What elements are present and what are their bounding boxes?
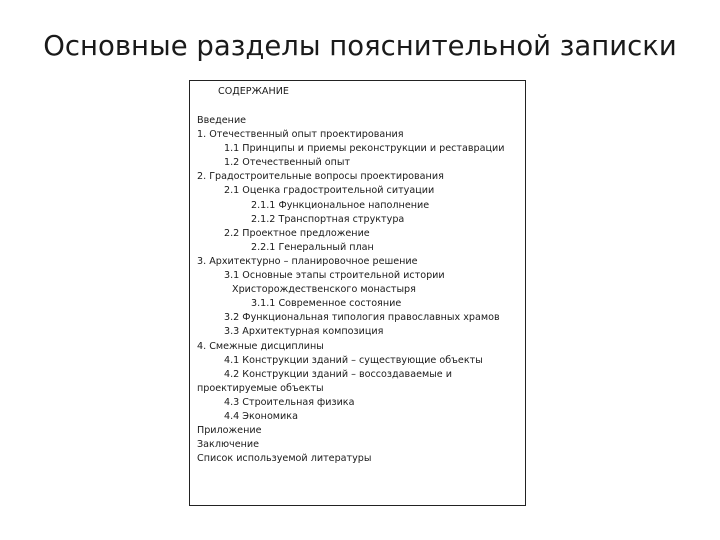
toc-entry: 4. Смежные дисциплины xyxy=(197,340,324,352)
toc-entry: проектируемые объекты xyxy=(197,382,324,394)
toc-entry: 2. Градостроительные вопросы проектирования xyxy=(197,171,444,183)
page-title: Основные разделы пояснительной записки xyxy=(43,30,677,62)
toc-entry: 3.2 Функциональная типология православных храмов xyxy=(224,312,500,324)
toc-entry: 2.1.2 Транспортная структура xyxy=(251,213,405,225)
toc-list xyxy=(197,114,523,466)
toc-entry: 4.4 Экономика xyxy=(224,410,298,422)
toc-heading: СОДЕРЖАНИЕ xyxy=(218,86,289,97)
toc-entry: 2.2.1 Генеральный план xyxy=(251,241,374,253)
toc-entry: Христорождественского монастыря xyxy=(232,284,416,296)
toc-entry: 3.3 Архитектурная композиция xyxy=(224,326,384,338)
table-of-contents xyxy=(189,80,526,506)
toc-entry: 2.1.1 Функциональное наполнение xyxy=(251,199,430,211)
toc-entry: Заключение xyxy=(197,439,260,451)
toc-entry: 1.2 Отечественный опыт xyxy=(224,157,351,169)
toc-entry: 2.1 Оценка градостроительной ситуации xyxy=(224,185,435,197)
toc-entry: 3.1.1 Современное состояние xyxy=(251,298,402,310)
toc-entry: 4.1 Конструкции зданий – существующие объекты xyxy=(224,354,483,366)
toc-entry: Список используемой литературы xyxy=(197,453,372,465)
toc-entry: Введение xyxy=(197,115,247,126)
toc-entry: 1. Отечественный опыт проектирования xyxy=(197,129,404,141)
toc-entry: 3. Архитектурно – планировочное решение xyxy=(197,255,418,267)
toc-entry: 3.1 Основные этапы строительной истории xyxy=(224,270,445,282)
toc-entry: 1.1 Принципы и приемы реконструкции и реставрации xyxy=(224,143,505,155)
toc-entry: 2.2 Проектное предложение xyxy=(224,227,370,239)
toc-entry: Приложение xyxy=(197,425,262,437)
toc-entry: 4.2 Конструкции зданий – воссоздаваемые и xyxy=(224,368,452,380)
toc-entry: 4.3 Строительная физика xyxy=(224,396,355,408)
